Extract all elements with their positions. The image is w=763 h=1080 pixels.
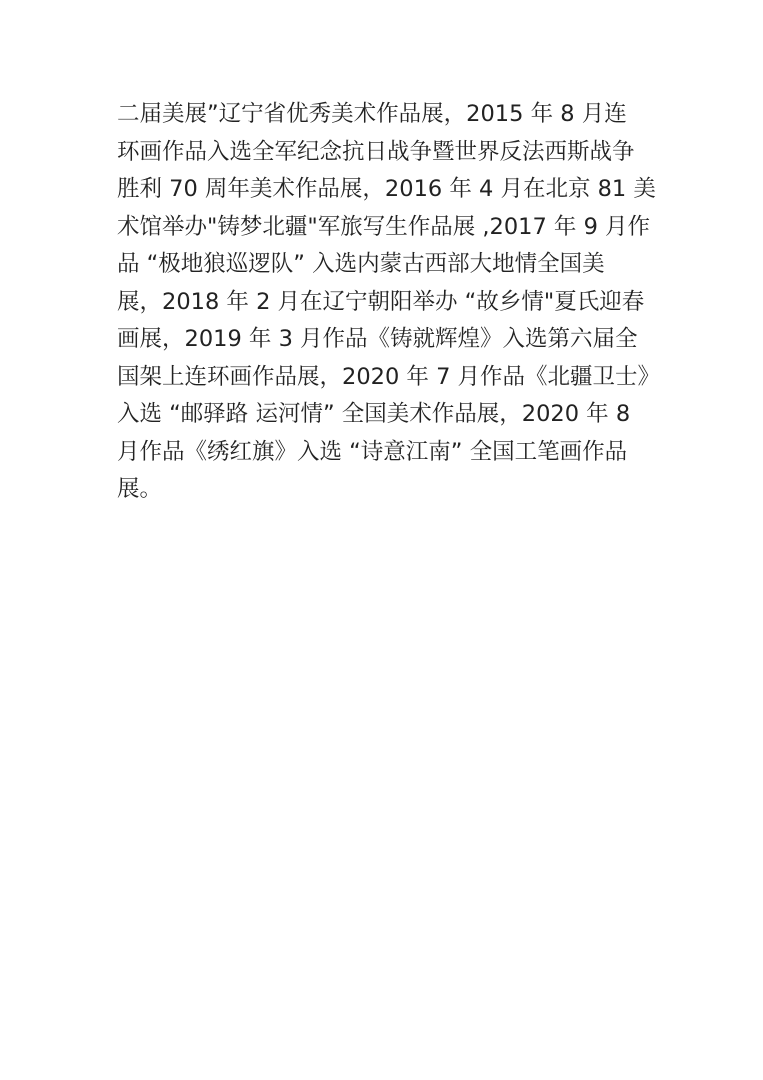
paragraph-line: 国架上连环画作品展，2020 年 7 月作品《北疆卫士》 (117, 363, 661, 390)
paragraph-line: 展，2018 年 2 月在辽宁朝阳举办 “故乡情"夏氏迎春 (117, 288, 645, 315)
paragraph-line: 画展，2019 年 3 月作品《铸就辉煌》入选第六届全 (117, 326, 638, 352)
paragraph-line: 二届美展”辽宁省优秀美术作品展，2015 年 8 月连 (117, 101, 627, 127)
paragraph-line: 展。 (117, 476, 163, 502)
paragraph-line: 入选 “邮驿路 运河情” 全国美术作品展，2020 年 8 (117, 401, 631, 427)
paragraph-line: 品 “极地狼巡逻队” 入选内蒙古西部大地情全国美 (117, 251, 605, 277)
paragraph-line: 环画作品入选全军纪念抗日战争暨世界反法西斯战争 (117, 138, 635, 165)
paragraph-line: 胜利 70 周年美术作品展，2016 年 4 月在北京 81 美 (117, 176, 656, 202)
paragraph (117, 96, 661, 509)
paragraph-line: 术馆举办"铸梦北疆"军旅写生作品展 ,2017 年 9 月作 (117, 213, 651, 240)
paragraph-line: 月作品《绣红旗》入选 “诗意江南” 全国工笔画作品 (117, 438, 628, 465)
